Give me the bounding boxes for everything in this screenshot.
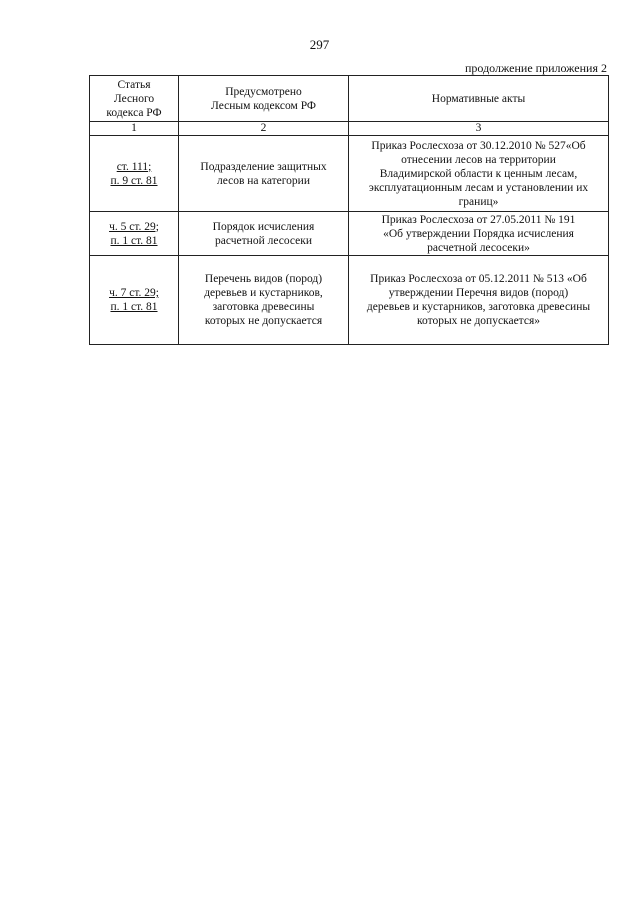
continuation-note: продолжение приложения 2 [465, 61, 607, 75]
header-provision-line: Предусмотрено [225, 85, 302, 98]
act-line: «Об утверждении Порядка исчисления [383, 227, 574, 240]
article-reference-link[interactable]: п. 1 ст. 81 [110, 301, 158, 313]
act-line: Приказ Рослесхоза от 05.12.2011 № 513 «Об [370, 273, 587, 285]
provision-line: которых не допускается [204, 315, 323, 327]
act-line: утверждении Перечня видов (пород) [388, 287, 569, 299]
provision-cell [179, 212, 349, 256]
header-provision-line: Лесным кодексом РФ [211, 99, 316, 112]
article-reference-link[interactable]: ч. 7 ст. 29; [109, 287, 159, 299]
act-cell [349, 256, 609, 345]
provision-line: заготовка древесины [212, 301, 315, 313]
header-article-line: Статья [117, 78, 151, 91]
provision-line: Подразделение защитных [200, 160, 327, 173]
header-article-line: Лесного [113, 92, 155, 105]
act-line: Владимирской области к ценным лесам, [379, 167, 578, 180]
table-header-row [90, 76, 609, 122]
article-cell [90, 256, 179, 345]
provision-line: Порядок исчисления [212, 220, 315, 233]
column-number: 3 [349, 122, 609, 136]
column-number: 1 [90, 122, 179, 136]
header-article-line: кодекса РФ [106, 106, 162, 119]
table-row [90, 136, 609, 212]
act-cell [349, 136, 609, 212]
article-cell [90, 212, 179, 256]
page-number: 297 [309, 37, 330, 52]
table-row [90, 256, 609, 345]
column-number: 2 [179, 122, 349, 136]
provision-line: Перечень видов (пород) [204, 273, 323, 285]
column-number-row [90, 122, 609, 136]
act-line: которых не допускается» [416, 315, 540, 327]
header-acts-line: Нормативные акты [431, 92, 526, 105]
act-line: эксплуатационным лесам и установлении их [368, 181, 589, 194]
act-line: границ» [458, 195, 499, 208]
act-line: Приказ Рослесхоза от 27.05.2011 № 191 [381, 213, 576, 226]
table-row [90, 212, 609, 256]
act-line: отнесении лесов на территории [401, 153, 556, 166]
article-reference-link[interactable]: п. 1 ст. 81 [110, 234, 158, 247]
provision-line: лесов на категории [216, 174, 310, 187]
provision-cell [179, 256, 349, 345]
provision-cell [179, 136, 349, 212]
act-cell [349, 212, 609, 256]
article-reference-link[interactable]: ст. 111; [116, 160, 152, 173]
regulatory-acts-table [89, 75, 609, 345]
header-article [90, 76, 179, 122]
act-line: деревьев и кустарников, заготовка древесины [366, 301, 591, 313]
header-acts [349, 76, 609, 122]
header-provision [179, 76, 349, 122]
article-cell [90, 136, 179, 212]
act-line: Приказ Рослесхоза от 30.12.2010 № 527«Об [371, 139, 586, 152]
provision-line: расчетной лесосеки [215, 234, 312, 247]
article-reference-link[interactable]: п. 9 ст. 81 [110, 174, 158, 187]
provision-line: деревьев и кустарников, [204, 287, 323, 299]
article-reference-link[interactable]: ч. 5 ст. 29; [109, 220, 159, 233]
act-line: расчетной лесосеки» [427, 241, 530, 254]
